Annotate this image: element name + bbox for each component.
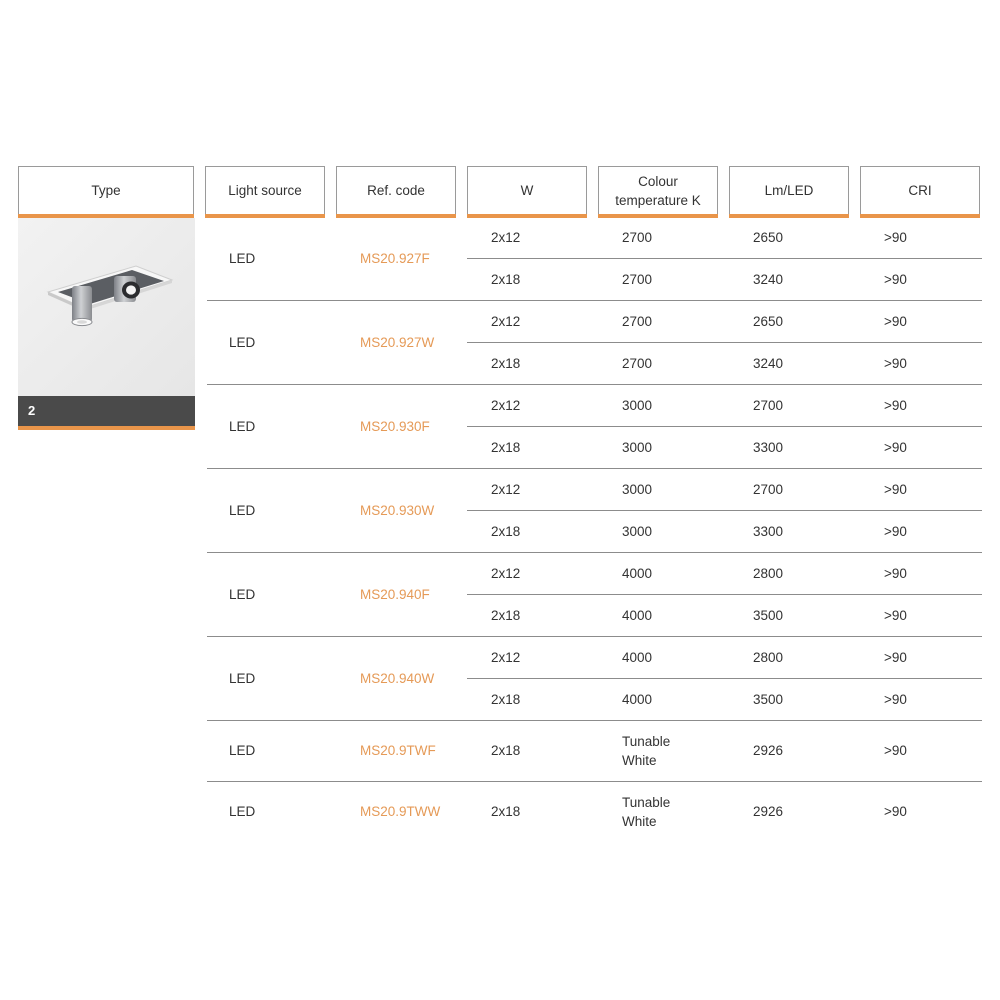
w-cell: 2x18 xyxy=(491,440,521,455)
header-lm-led xyxy=(729,166,849,214)
header-cri-label: CRI xyxy=(908,183,932,198)
lm-cell: 3240 xyxy=(753,356,784,371)
header-ref-code-label: Ref. code xyxy=(367,183,425,198)
cri-cell: >90 xyxy=(884,482,907,497)
product-type-number: 2 xyxy=(18,396,195,426)
product-type-accent-line xyxy=(18,426,195,430)
header-w xyxy=(467,166,587,214)
row-divider xyxy=(467,510,982,511)
light-source-cell: LED xyxy=(229,743,256,758)
group-divider xyxy=(207,720,982,721)
group-divider xyxy=(207,636,982,637)
row-divider xyxy=(467,258,982,259)
temp-cell: 4000 xyxy=(622,566,653,581)
header-light-source-label: Light source xyxy=(228,183,302,198)
w-cell: 2x12 xyxy=(491,314,521,329)
w-cell: 2x12 xyxy=(491,482,521,497)
group-divider xyxy=(207,552,982,553)
group-divider xyxy=(207,781,982,782)
ref-code-cell: MS20.940W xyxy=(360,671,435,686)
ref-code-cell: MS20.927F xyxy=(360,251,430,266)
cri-cell: >90 xyxy=(884,272,907,287)
w-cell: 2x18 xyxy=(491,356,521,371)
w-cell: 2x12 xyxy=(491,398,521,413)
cri-cell: >90 xyxy=(884,608,907,623)
w-cell: 2x18 xyxy=(491,692,521,707)
header-type xyxy=(18,166,194,214)
lm-cell: 2800 xyxy=(753,566,784,581)
row-divider xyxy=(467,594,982,595)
temp-cell: 4000 xyxy=(622,650,653,665)
temp-line2: White xyxy=(622,753,657,768)
row-divider xyxy=(467,678,982,679)
temp-cell: 3000 xyxy=(622,440,653,455)
header-w-label: W xyxy=(520,183,534,198)
light-source-cell: LED xyxy=(229,251,256,266)
lm-cell: 3300 xyxy=(753,440,784,455)
header-type-label: Type xyxy=(91,183,121,198)
header-lm-led-label: Lm/LED xyxy=(764,183,814,198)
temp-line1: Tunable xyxy=(622,795,671,810)
w-cell: 2x12 xyxy=(491,650,521,665)
lm-cell: 3500 xyxy=(753,608,784,623)
header-ref-code xyxy=(336,166,456,214)
product-type-card xyxy=(18,218,195,430)
cri-cell: >90 xyxy=(884,398,907,413)
temp-cell xyxy=(622,732,670,770)
lm-cell: 3500 xyxy=(753,692,784,707)
w-cell: 2x18 xyxy=(491,524,521,539)
lm-cell: 2926 xyxy=(753,743,784,758)
group-divider xyxy=(207,384,982,385)
temp-cell: 2700 xyxy=(622,272,653,287)
temp-cell: 3000 xyxy=(622,398,653,413)
light-source-cell: LED xyxy=(229,587,256,602)
lm-cell: 2700 xyxy=(753,482,784,497)
ref-code-cell: MS20.930W xyxy=(360,503,435,518)
cri-cell: >90 xyxy=(884,524,907,539)
lm-cell: 2800 xyxy=(753,650,784,665)
w-cell: 2x18 xyxy=(491,743,521,758)
temp-cell: 2700 xyxy=(622,356,653,371)
light-source-cell: LED xyxy=(229,671,256,686)
temp-cell: 3000 xyxy=(622,524,653,539)
cri-cell: >90 xyxy=(884,230,907,245)
cri-cell: >90 xyxy=(884,804,907,819)
w-cell: 2x18 xyxy=(491,272,521,287)
light-source-cell: LED xyxy=(229,804,256,819)
ref-code-cell: MS20.9TWF xyxy=(360,743,436,758)
lm-cell: 3300 xyxy=(753,524,784,539)
group-divider xyxy=(207,300,982,301)
cri-cell: >90 xyxy=(884,566,907,581)
ref-code-cell: MS20.9TWW xyxy=(360,804,441,819)
temp-cell: 4000 xyxy=(622,692,653,707)
ref-code-cell: MS20.930F xyxy=(360,419,430,434)
header-colour-temperature-line2: temperature K xyxy=(615,192,701,208)
w-cell: 2x12 xyxy=(491,566,521,581)
row-divider xyxy=(467,426,982,427)
header-colour-temperature xyxy=(598,166,718,214)
product-image xyxy=(18,218,195,396)
lm-cell: 3240 xyxy=(753,272,784,287)
temp-cell: 3000 xyxy=(622,482,653,497)
temp-line2: White xyxy=(622,814,657,829)
row-divider xyxy=(467,342,982,343)
lm-cell: 2926 xyxy=(753,804,784,819)
cri-cell: >90 xyxy=(884,314,907,329)
temp-cell: 2700 xyxy=(622,230,653,245)
header-colour-temperature-line1: Colour xyxy=(638,173,678,189)
temp-line1: Tunable xyxy=(622,734,671,749)
w-cell: 2x12 xyxy=(491,230,521,245)
temp-cell: 2700 xyxy=(622,314,653,329)
temp-cell: 4000 xyxy=(622,608,653,623)
cri-cell: >90 xyxy=(884,650,907,665)
light-source-cell: LED xyxy=(229,503,256,518)
group-divider xyxy=(207,468,982,469)
lm-cell: 2650 xyxy=(753,314,784,329)
cri-cell: >90 xyxy=(884,440,907,455)
lm-cell: 2700 xyxy=(753,398,784,413)
temp-cell xyxy=(622,793,670,831)
light-source-cell: LED xyxy=(229,419,256,434)
w-cell: 2x18 xyxy=(491,804,521,819)
ref-code-cell: MS20.927W xyxy=(360,335,435,350)
light-source-cell: LED xyxy=(229,335,256,350)
cri-cell: >90 xyxy=(884,692,907,707)
cri-cell: >90 xyxy=(884,356,907,371)
w-cell: 2x18 xyxy=(491,608,521,623)
ref-code-cell: MS20.940F xyxy=(360,587,430,602)
header-cri xyxy=(860,166,980,214)
header-light-source xyxy=(205,166,325,214)
cri-cell: >90 xyxy=(884,743,907,758)
lm-cell: 2650 xyxy=(753,230,784,245)
